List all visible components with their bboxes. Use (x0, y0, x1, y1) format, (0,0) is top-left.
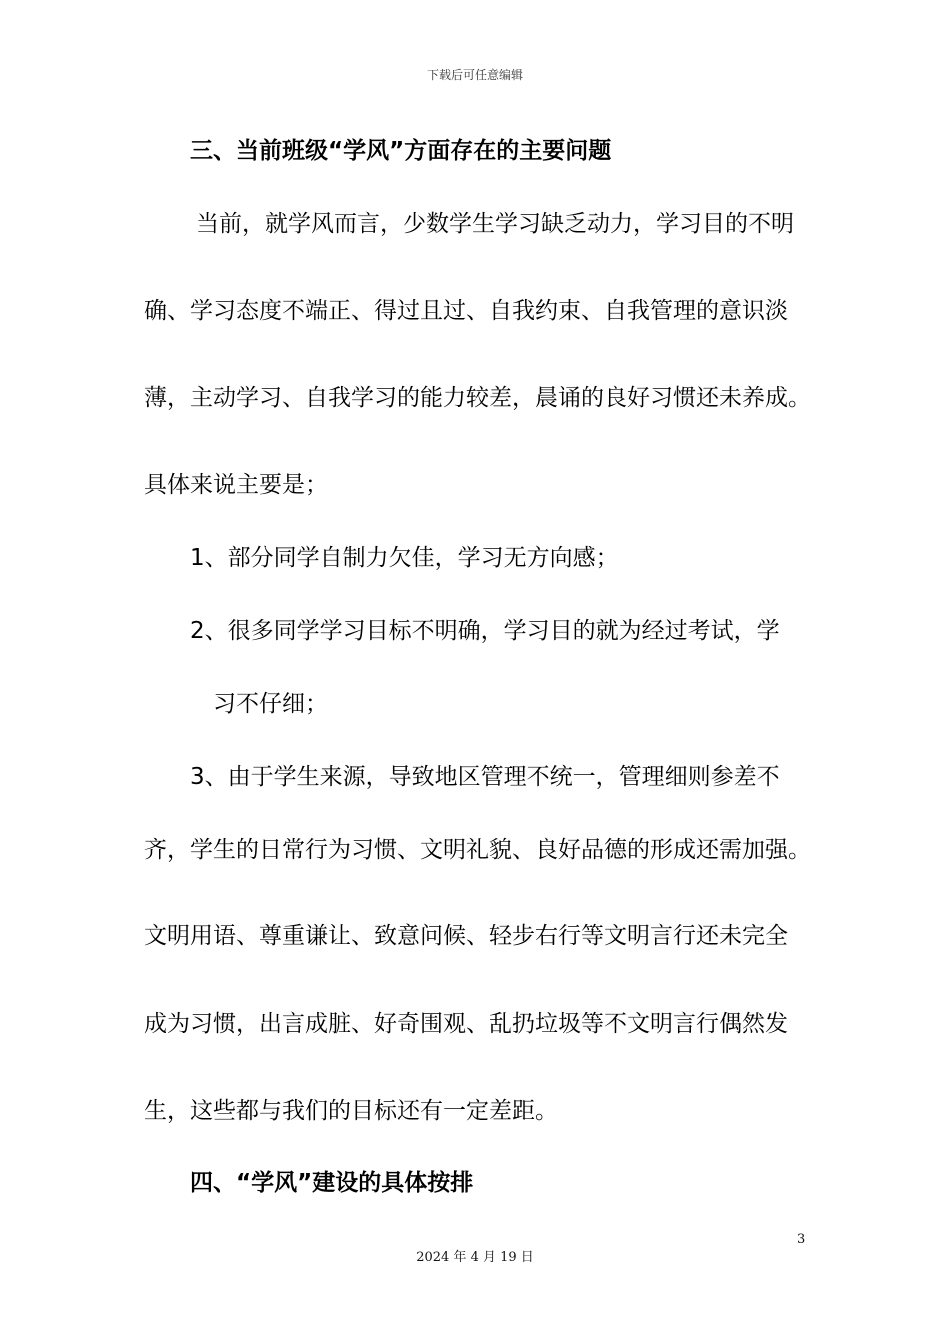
page-header: 下载后可任意编辑 (426, 68, 523, 82)
paragraph-line: 当前，就学风而言，少数学生学习缺乏动力，学习目的不明 (196, 211, 794, 237)
list-item-3-continued: 生，这些都与我们的目标还有一定差距。 (144, 1098, 558, 1124)
list-item-2-continued: 习不仔细； (213, 691, 328, 717)
section-3-heading: 三、当前班级“学风”方面存在的主要问题 (190, 138, 612, 164)
list-item-3-continued: 齐，学生的日常行为习惯、文明礼貌、良好品德的形成还需加强。 (144, 837, 811, 863)
paragraph-line: 确、学习态度不端正、得过且过、自我约束、自我管理的意识淡 (144, 298, 788, 324)
list-item-3: 3、由于学生来源，导致地区管理不统一，管理细则参差不 (190, 764, 780, 790)
page-number: 3 (797, 1232, 806, 1247)
list-item-2: 2、很多同学学习目标不明确，学习目的就为经过考试，学 (190, 618, 780, 644)
list-item-3-continued: 文明用语、尊重谦让、致意问候、轻步右行等文明言行还未完全 (144, 923, 788, 949)
section-4-heading: 四、“学风”建设的具体按排 (190, 1170, 474, 1196)
list-item-1: 1、部分同学自制力欠佳，学习无方向感； (190, 545, 619, 571)
paragraph-line: 薄，主动学习、自我学习的能力较差，晨诵的良好习惯还未养成。 (144, 385, 811, 411)
paragraph-line: 具体来说主要是； (144, 472, 328, 498)
footer-date: 2024 年 4 月 19 日 (416, 1250, 534, 1265)
list-item-3-continued: 成为习惯，出言成脏、好奇围观、乱扔垃圾等不文明言行偶然发 (144, 1011, 788, 1037)
